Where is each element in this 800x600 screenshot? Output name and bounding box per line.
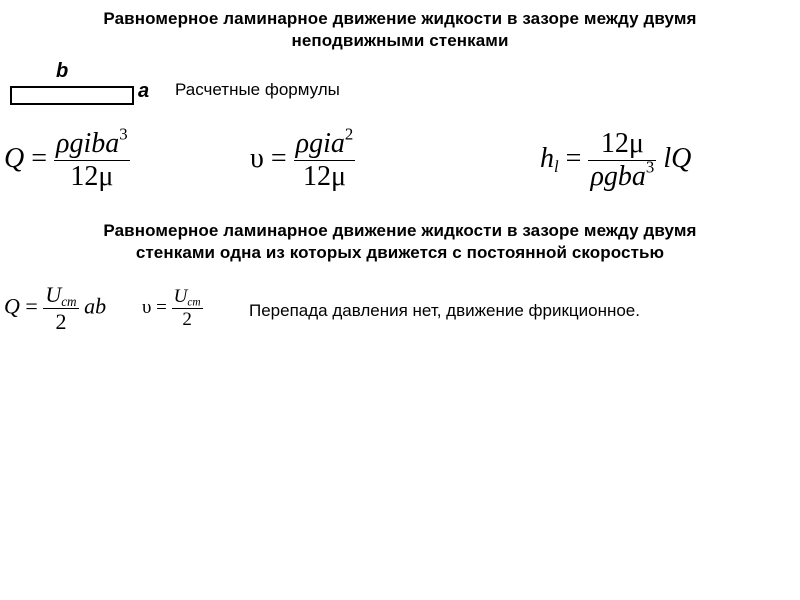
- formula2-Q-lhs: Q: [4, 293, 20, 319]
- friction-note: Перепада давления нет, движение фрикционное.: [249, 301, 640, 320]
- formula-h-denominator: ρgba: [590, 161, 646, 192]
- formula-Q-fraction: [54, 124, 130, 193]
- formula2-Q-subscript: ст: [61, 293, 77, 309]
- formula-h-subscript: l: [554, 156, 559, 176]
- formula2-v-eq: =: [156, 296, 167, 318]
- formula-Q-exponent: 3: [119, 124, 128, 144]
- gap-rectangle: [10, 86, 134, 105]
- formula2-Q-tail: ab: [84, 293, 107, 319]
- formula-h-numerator: 12μ: [600, 128, 644, 159]
- formula-flow-rate: [4, 124, 130, 193]
- formula-v-exponent: 2: [344, 124, 354, 144]
- gap-diagram: [8, 60, 158, 110]
- formula2-Q-numerator: U: [45, 282, 62, 307]
- formula-h-lhs: h: [540, 142, 554, 174]
- calc-formulas-label: Расчетные формулы: [175, 80, 340, 99]
- formula-h-exponent: 3: [645, 157, 655, 177]
- formula-v-fraction: [294, 124, 356, 193]
- formula-Q-numerator: ρgiba: [56, 128, 120, 159]
- formula-Q-eq: =: [31, 142, 48, 174]
- formula-Q-denominator: 12μ: [70, 161, 114, 192]
- section2-heading-line2: стенками одна из которых движется с постоянной скоростью: [135, 243, 665, 262]
- label-b: b: [56, 60, 69, 82]
- formula-friction-flow-rate: [4, 282, 106, 335]
- formula2-v-denominator: 2: [182, 309, 192, 330]
- formula2-Q-denominator: 2: [55, 309, 67, 334]
- formula-head-loss: [540, 128, 691, 193]
- formula-v-numerator: ρgia: [295, 128, 345, 159]
- formula-v-lhs: υ: [250, 142, 264, 174]
- section1-heading: [0, 8, 800, 52]
- formula-v-eq: =: [270, 142, 287, 174]
- formula-Q-lhs: Q: [4, 142, 25, 174]
- formula-h-fraction: [588, 128, 656, 193]
- formula2-v-lhs: υ: [142, 296, 152, 318]
- formula-friction-velocity: [142, 286, 203, 331]
- formula2-v-numerator: U: [173, 286, 188, 307]
- formula-velocity: [250, 124, 355, 193]
- section1-heading-line2: неподвижными стенками: [291, 31, 509, 50]
- section2-heading-line1: Равномерное ламинарное движение жидкости в зазоре между двумя: [103, 221, 697, 240]
- section2-heading: [0, 220, 800, 264]
- label-a: a: [138, 80, 150, 102]
- formula-h-tail: lQ: [663, 142, 692, 174]
- formula-h-eq: =: [565, 142, 582, 174]
- section1-heading-line1: Равномерное ламинарное движение жидкости в зазоре между двумя: [103, 9, 697, 28]
- formula2-v-fraction: [172, 286, 203, 331]
- formula2-v-subscript: ст: [187, 296, 201, 309]
- formula-v-denominator: 12μ: [302, 161, 346, 192]
- formula2-Q-eq: =: [25, 293, 38, 319]
- formula2-Q-fraction: [43, 282, 78, 335]
